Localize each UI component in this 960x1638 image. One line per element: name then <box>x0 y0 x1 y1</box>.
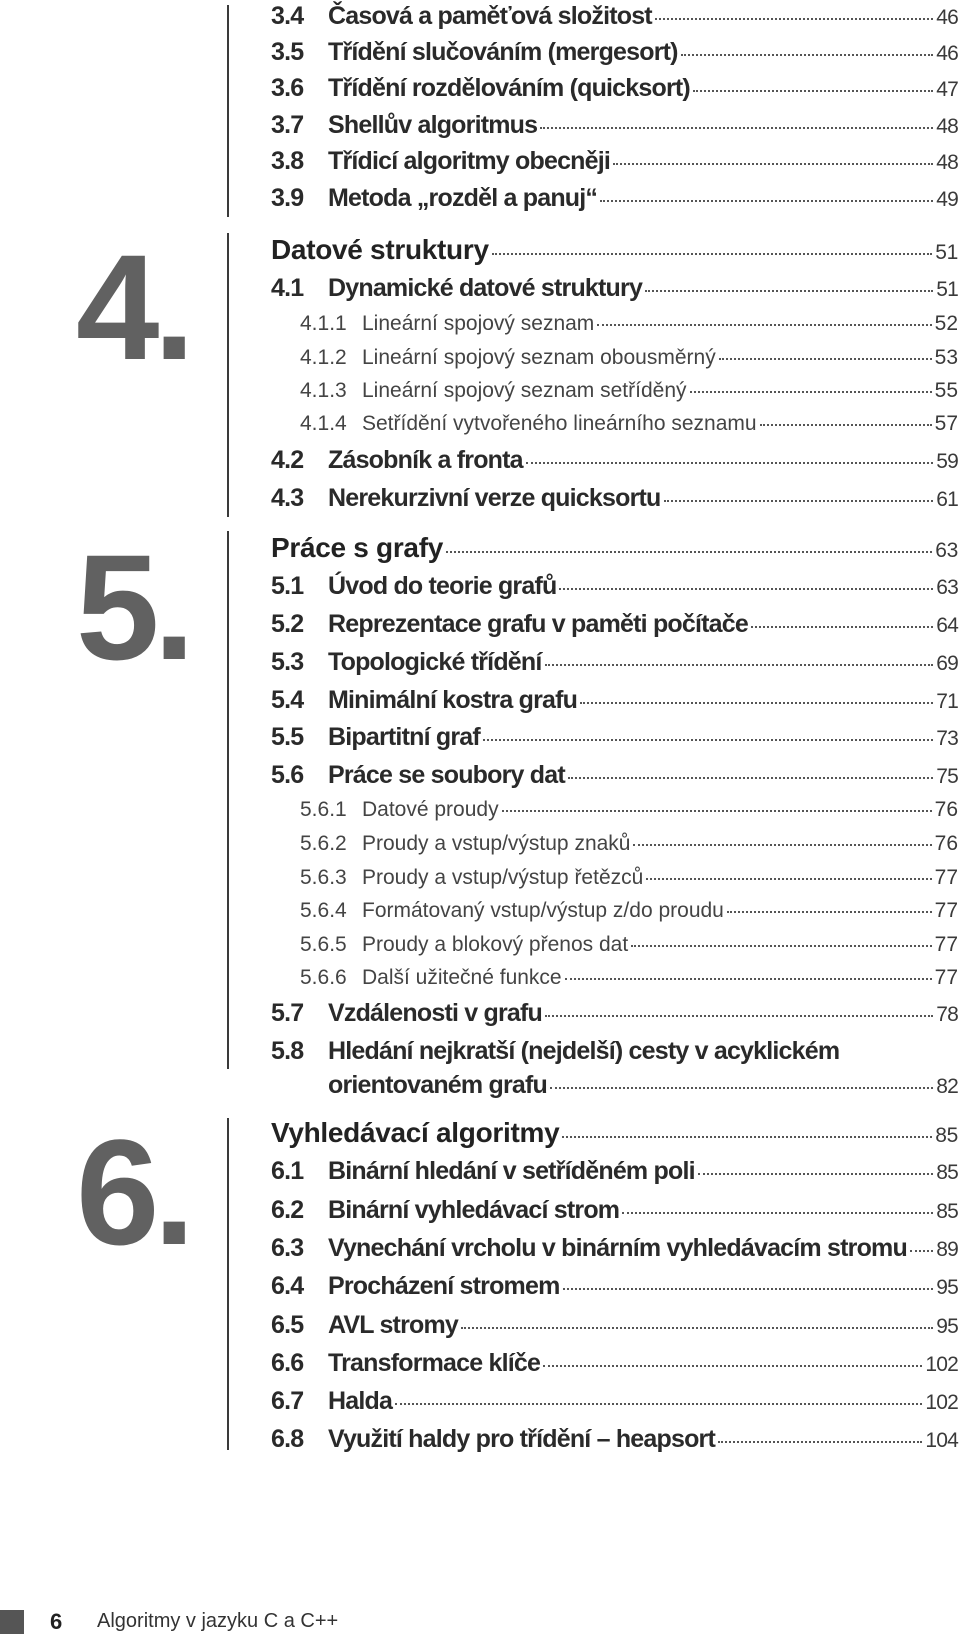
dot-leader <box>559 588 933 590</box>
section-number: 4.3 <box>271 484 304 512</box>
dot-leader <box>631 945 931 947</box>
page-number: 48 <box>936 151 958 174</box>
toc-entry[interactable] <box>271 74 958 103</box>
toc-entry[interactable] <box>271 723 958 752</box>
page-number: 102 <box>925 1391 958 1414</box>
dot-leader <box>550 1087 933 1089</box>
page-number: 47 <box>936 78 958 101</box>
subsection-title: Setřídění vytvořeného lineárního seznamu <box>362 412 757 435</box>
page-number: 73 <box>936 727 958 750</box>
section-number: 5.1 <box>271 572 304 600</box>
subsection-number: 5.6.3 <box>300 866 347 889</box>
section-title: Metoda „rozděl a panuj“ <box>328 184 598 212</box>
section-number: 6.2 <box>271 1196 304 1224</box>
page-number: 64 <box>936 614 958 637</box>
page-number: 57 <box>934 412 958 435</box>
toc-entry[interactable] <box>271 1425 958 1454</box>
toc-entry[interactable] <box>271 184 958 213</box>
page-number: 46 <box>936 6 958 29</box>
section-title: Minimální kostra grafu <box>328 686 578 714</box>
section-number: 6.1 <box>271 1157 304 1185</box>
page-number: 63 <box>935 539 958 562</box>
dot-leader <box>545 664 934 666</box>
dot-leader <box>461 1327 933 1329</box>
subsection-title: Další užitečné funkce <box>362 966 562 989</box>
chapter-number: 5. <box>76 523 190 691</box>
subsection-number: 4.1.1 <box>300 312 347 335</box>
section-number: 6.6 <box>271 1349 304 1377</box>
dot-leader <box>718 1441 922 1443</box>
section-number: 6.5 <box>271 1311 304 1339</box>
page-number: 69 <box>936 652 958 675</box>
page-number: 95 <box>936 1276 958 1299</box>
section-title: Reprezentace grafu v paměti počítače <box>328 610 748 638</box>
footer-marker-square <box>0 1610 24 1634</box>
chapter-number: 4. <box>76 223 190 391</box>
toc-chapter-entry[interactable] <box>271 234 958 266</box>
page-number: 55 <box>934 379 958 402</box>
section-title: Dynamické datové struktury <box>328 274 643 302</box>
chapter-title: Práce s grafy <box>271 532 443 563</box>
subsection-title: Formátovaný vstup/výstup z/do proudu <box>362 899 724 922</box>
dot-leader <box>483 739 933 741</box>
toc-subentry[interactable] <box>271 346 958 370</box>
page-number: 49 <box>936 188 958 211</box>
page-number: 89 <box>936 1238 958 1261</box>
section-title: Bipartitní graf <box>328 723 480 751</box>
page-number: 85 <box>936 1161 958 1184</box>
page-number: 77 <box>934 966 958 989</box>
toc-entry[interactable] <box>271 1157 958 1186</box>
toc-entry[interactable] <box>271 610 958 639</box>
dot-leader <box>698 1173 933 1175</box>
dot-leader <box>568 777 933 779</box>
toc-subentry[interactable] <box>271 412 958 436</box>
section-title: Halda <box>328 1387 393 1415</box>
page-number: 82 <box>936 1075 958 1098</box>
dot-leader <box>565 978 932 980</box>
section-number: 6.3 <box>271 1234 304 1262</box>
page-number: 59 <box>936 450 958 473</box>
subsection-number: 5.6.5 <box>300 933 347 956</box>
section-number: 5.7 <box>271 999 304 1027</box>
subsection-title: Datové proudy <box>362 798 499 821</box>
page-number: 63 <box>936 576 958 599</box>
dot-leader <box>751 626 933 628</box>
chapter-title: Datové struktury <box>271 234 489 265</box>
toc-entry[interactable] <box>271 999 958 1028</box>
section-number: 5.8 <box>271 1037 304 1065</box>
page-number: 85 <box>936 1200 958 1223</box>
section-title: Procházení stromem <box>328 1272 560 1300</box>
toc-entry[interactable] <box>271 147 958 176</box>
dot-leader <box>622 1212 933 1214</box>
toc-entry[interactable] <box>271 1311 958 1340</box>
toc-subentry[interactable] <box>271 966 958 990</box>
dot-leader <box>646 878 931 880</box>
toc-entry[interactable] <box>271 38 958 67</box>
section-number: 3.5 <box>271 38 304 66</box>
section-divider-bar <box>227 233 229 517</box>
section-number: 6.7 <box>271 1387 304 1415</box>
toc-subentry[interactable] <box>271 866 958 890</box>
dot-leader <box>543 1365 922 1367</box>
page-number: 53 <box>934 346 958 369</box>
section-title: Třídění rozdělováním (quicksort) <box>328 74 690 102</box>
section-title: Nerekurzivní verze quicksortu <box>328 484 661 512</box>
page-number: 75 <box>936 765 958 788</box>
section-title: AVL stromy <box>328 1311 459 1339</box>
section-title: Třídicí algoritmy obecněji <box>328 147 611 175</box>
section-title: Topologické třídění <box>328 648 542 676</box>
toc-subentry[interactable] <box>271 899 958 923</box>
page-number: 77 <box>934 933 958 956</box>
section-title: Binární vyhledávací strom <box>328 1196 620 1224</box>
page-number: 104 <box>925 1429 958 1452</box>
dot-leader <box>600 200 933 202</box>
page-number: 71 <box>936 690 958 713</box>
dot-leader <box>563 1288 934 1290</box>
toc-entry[interactable] <box>271 1037 958 1066</box>
page-number: 102 <box>925 1353 958 1376</box>
section-title: Úvod do teorie grafů <box>328 572 557 600</box>
section-title: Práce se soubory dat <box>328 761 565 789</box>
toc-entry[interactable] <box>271 572 958 601</box>
section-number: 5.3 <box>271 648 304 676</box>
footer-book-title: Algoritmy v jazyku C a C++ <box>97 1610 339 1632</box>
section-number: 3.7 <box>271 111 304 139</box>
toc-entry[interactable] <box>271 648 958 677</box>
section-title: Binární hledání v setříděném poli <box>328 1157 695 1185</box>
toc-entry[interactable] <box>271 111 958 140</box>
dot-leader <box>492 253 933 255</box>
page-number: 85 <box>935 1124 958 1147</box>
subsection-title: Proudy a vstup/výstup řetězců <box>362 866 644 889</box>
section-divider-bar <box>227 5 229 217</box>
subsection-number: 5.6.6 <box>300 966 347 989</box>
page-number: 61 <box>936 488 958 511</box>
dot-leader <box>727 911 932 913</box>
section-number: 3.6 <box>271 74 304 102</box>
section-title: Zásobník a fronta <box>328 446 523 474</box>
section-number: 3.4 <box>271 2 304 30</box>
dot-leader <box>645 290 933 292</box>
chapter-title: Vyhledávací algoritmy <box>271 1117 560 1148</box>
toc-entry[interactable] <box>271 1272 958 1301</box>
subsection-title: Lineární spojový seznam <box>362 312 595 335</box>
section-number: 6.4 <box>271 1272 304 1300</box>
page-number: 52 <box>934 312 958 335</box>
page-number: 51 <box>936 278 958 301</box>
section-number: 5.4 <box>271 686 304 714</box>
section-title: Vynechání vrcholu v binárním vyhledávacím stromu <box>328 1234 907 1262</box>
section-number: 6.8 <box>271 1425 304 1453</box>
section-number: 5.5 <box>271 723 304 751</box>
toc-subentry[interactable] <box>271 798 958 822</box>
dot-leader <box>655 18 933 20</box>
section-number: 4.1 <box>271 274 304 302</box>
page-number: 51 <box>935 241 958 264</box>
toc-entry[interactable] <box>271 1387 958 1416</box>
toc-chapter-entry[interactable] <box>271 1117 958 1149</box>
toc-entry[interactable] <box>271 2 958 31</box>
section-title: Hledání nejkratší (nejdelší) cesty v acyklickém <box>328 1037 840 1065</box>
toc-subentry[interactable] <box>271 312 958 336</box>
toc-subentry[interactable] <box>271 379 958 403</box>
section-number: 5.2 <box>271 610 304 638</box>
subsection-title: Proudy a vstup/výstup znaků <box>362 832 631 855</box>
toc-entry[interactable] <box>271 274 958 303</box>
page-number: 77 <box>934 866 958 889</box>
page-number: 95 <box>936 1315 958 1338</box>
subsection-title: Lineární spojový seznam setříděný <box>362 379 687 402</box>
section-number: 5.6 <box>271 761 304 789</box>
toc-entry-continuation[interactable] <box>271 1071 958 1100</box>
subsection-title: Lineární spojový seznam obousměrný <box>362 346 716 369</box>
toc-entry[interactable] <box>271 446 958 475</box>
section-divider-bar <box>227 531 229 1069</box>
dot-leader <box>540 127 933 129</box>
section-title: Transformace klíče <box>328 1349 541 1377</box>
section-number: 4.2 <box>271 446 304 474</box>
dot-leader <box>690 391 932 393</box>
dot-leader <box>545 1015 933 1017</box>
toc-chapter-entry[interactable] <box>271 532 958 564</box>
page-number: 76 <box>934 798 958 821</box>
page-number: 77 <box>934 899 958 922</box>
subsection-number: 4.1.3 <box>300 379 347 402</box>
section-title: Vzdálenosti v grafu <box>328 999 543 1027</box>
subsection-number: 5.6.1 <box>300 798 347 821</box>
page-number: 76 <box>934 832 958 855</box>
subsection-number: 5.6.4 <box>300 899 347 922</box>
toc-subentry[interactable] <box>271 832 958 856</box>
dot-leader <box>693 90 933 92</box>
dot-leader <box>395 1403 922 1405</box>
toc-entry[interactable] <box>271 1196 958 1225</box>
footer-page-number: 6 <box>50 1609 63 1634</box>
section-divider-bar <box>227 1118 229 1450</box>
dot-leader <box>526 462 933 464</box>
section-number: 3.9 <box>271 184 304 212</box>
chapter-number: 6. <box>76 1108 190 1276</box>
dot-leader <box>719 358 932 360</box>
page-number: 46 <box>936 42 958 65</box>
toc-entry[interactable] <box>271 761 958 790</box>
dot-leader <box>613 163 933 165</box>
dot-leader <box>681 54 934 56</box>
section-title: Časová a paměťová složitost <box>328 2 652 30</box>
dot-leader <box>580 702 933 704</box>
toc-entry[interactable] <box>271 1349 958 1378</box>
subsection-title: Proudy a blokový přenos dat <box>362 933 629 956</box>
section-title: Třídění slučováním (mergesort) <box>328 38 678 66</box>
dot-leader <box>597 324 931 326</box>
toc-subentry[interactable] <box>271 933 958 957</box>
subsection-number: 5.6.2 <box>300 832 347 855</box>
dot-leader <box>664 500 934 502</box>
toc-entry[interactable] <box>271 484 958 513</box>
subsection-number: 4.1.4 <box>300 412 347 435</box>
dot-leader <box>446 551 932 553</box>
page-number: 48 <box>936 115 958 138</box>
dot-leader <box>760 424 932 426</box>
dot-leader <box>633 844 931 846</box>
subsection-number: 4.1.2 <box>300 346 347 369</box>
dot-leader <box>562 1136 932 1138</box>
section-title: Shellův algoritmus <box>328 111 538 139</box>
page-number: 78 <box>936 1003 958 1026</box>
section-title: Využití haldy pro třídění – heapsort <box>328 1425 716 1453</box>
section-title: orientovaném grafu <box>328 1071 547 1099</box>
toc-entry[interactable] <box>271 1234 958 1263</box>
dot-leader <box>502 810 932 812</box>
dot-leader <box>910 1250 933 1252</box>
toc-entry[interactable] <box>271 686 958 715</box>
section-number: 3.8 <box>271 147 304 175</box>
